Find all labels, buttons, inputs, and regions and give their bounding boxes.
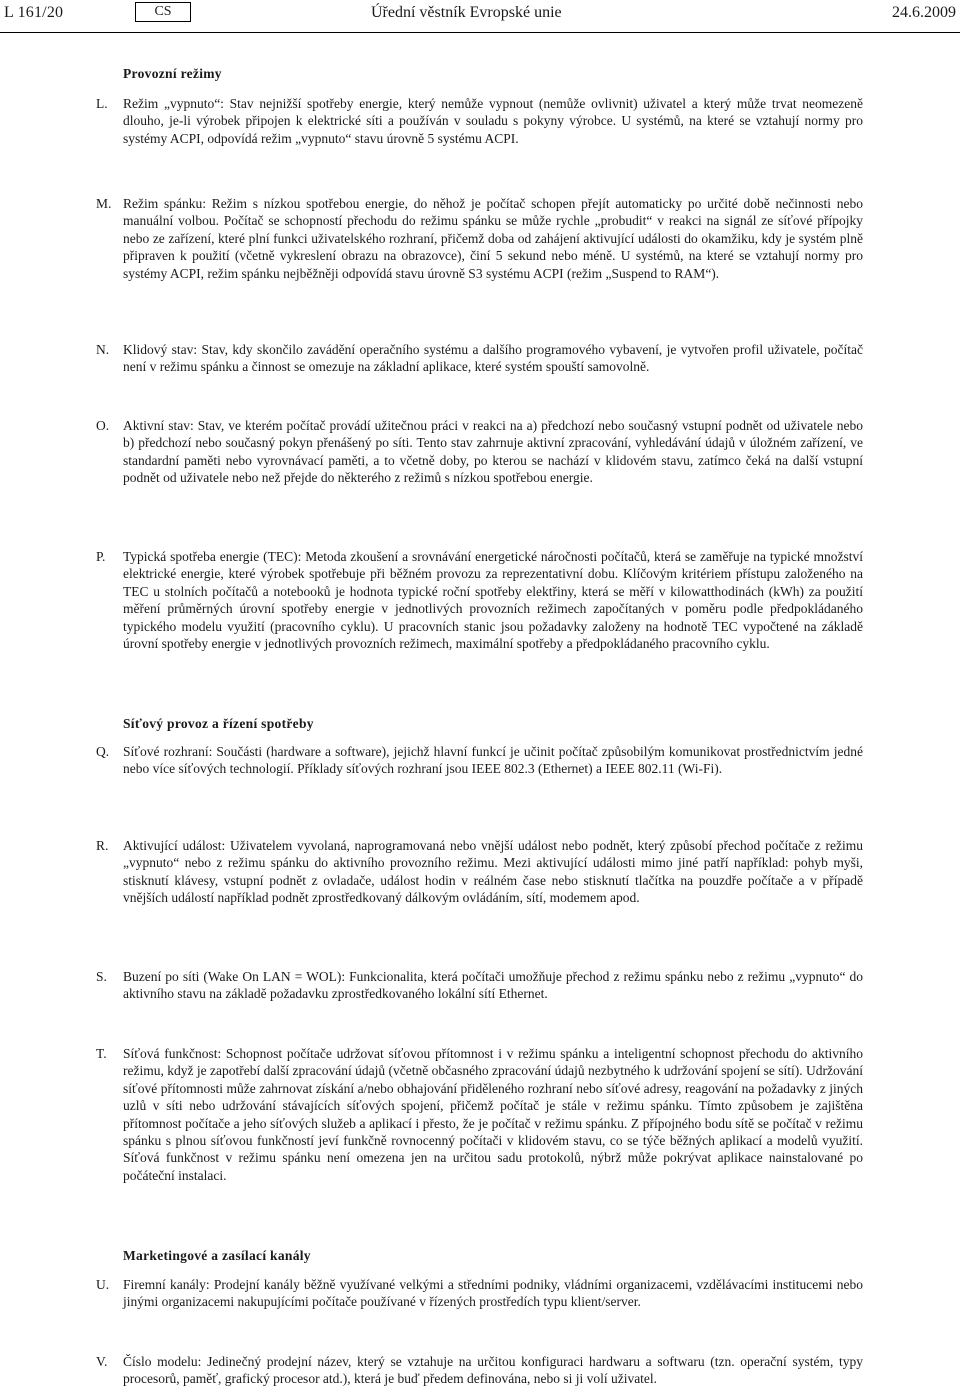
item-label: U.: [96, 1277, 110, 1292]
item-text: Číslo modelu: Jedinečný prodejní název, který se vztahuje na určitou konfiguraci hardwaru a softwaru (tzn. operační systém, typy procesorů, paměť, grafický procesor atd.), která je buď předem definována, nebo si ji volí uživatel.: [123, 1354, 863, 1387]
item-text: Klidový stav: Stav, kdy skončilo zavádění operačního systému a dalšího programového vybavení, je vytvořen profil uživatele, počítač není v režimu spánku a činnost se omezuje na základní aplikace, které systém spouští samovolně.: [123, 342, 863, 375]
item-text: Síťová funkčnost: Schopnost počítače udržovat síťovou přítomnost i v režimu spánku a inteligentní schopnost přechodu do aktivního režimu, když je zapotřebí další zpracování údajů (včetně občasného zpracování údajů nezbytného k udržování spojení se sítí). Udržování síťové přítomnosti může zahrnovat získání a/nebo obhajování přiděleného rozhraní nebo síťové adresy, reagování na požadavky z jiných uzlů v síti nebo udržování stávajících síťových spojení, přičemž počítač je stále v režimu spánku. Tímto způsobem je zajištěna přítomnost počítače a jeho síťových služeb a aplikací i přesto, že je počítač v režimu spánku. Z přípojného bodu sítě se počítač v režimu spánku s plnou síťovou funkčností jeví funkčně rovnocenný počítači v klidovém stavu, co se týče běžných aplikací a modelů využití. Síťová funkčnost v režimu spánku není omezena jen na určitou sadu protokolů, nýbrž může pokrývat aplikace nainstalované po počáteční instalaci.: [123, 1046, 863, 1183]
item-label: M.: [96, 196, 112, 211]
publication-date: 24.6.2009: [892, 4, 956, 21]
item-text: Firemní kanály: Prodejní kanály běžně využívané velkými a středními podniky, vládními organizacemi, vzdělávacími institucemi nebo jinými organizacemi nakupujícími počítače používané v řízených prostředích typu klient/server.: [123, 1277, 863, 1310]
page-header: [0, 0, 960, 34]
section-heading-network: Síťový provoz a řízení spotřeby: [123, 716, 314, 731]
item-text: Typická spotřeba energie (TEC): Metoda zkoušení a srovnávání energetické náročnosti počítačů, která se zaměřuje na typické množství elektrické energie, které výrobek spotřebuje při běžném provozu za reprezentativní dobu. Klíčovým kritériem přístupu založeného na TEC u stolních počítačů a notebooků je hodnota typické roční spotřeby elektřiny, která se měří v kilowatthodinách (kWh) za použití měření průměrných úrovní spotřeby energie v jednotlivých provozních režimech započítaných v poměru podle předpokládaného typického modelu využití (pracovního cyklu). U pracovních stanic jsou požadavky založeny na hodnotě TEC vypočtené na základě úrovní spotřeby energie v jednotlivých provozních režimech, maximální spotřeby a předpokládaného pracovního cyklu.: [123, 549, 863, 652]
item-text: Režim spánku: Režim s nízkou spotřebou energie, do něhož je počítač schopen přejít automaticky po určité době nečinnosti nebo manuální volbou. Počítač se schopností přechodu do režimu spánku se může rychle „probudit“ v reakci na signál ze síťové přípojky nebo ze zařízení, které plní funkci uživatelského rozhraní, přičemž doba od zahájení aktivující události do okamžiku, kdy je systém plně připraven k použití (včetně vykreslení obrazu na obrazovce), činí 5 sekund nebo méně. U systémů, na které se vztahují normy pro systémy ACPI, režim spánku nejběžněji odpovídá stavu úrovně S3 systému ACPI (režim „Suspend to RAM“).: [123, 196, 863, 281]
language-box: CS: [135, 2, 191, 22]
item-label: N.: [96, 342, 110, 357]
item-text: Buzení po síti (Wake On LAN = WOL): Funkcionalita, která počítači umožňuje přechod z režimu spánku nebo z režimu „vypnuto“ do aktivního stavu na základě požadavku zprostředkovaného lokální sítí Ethernet.: [123, 969, 863, 1002]
journal-title: Úřední věstník Evropské unie: [371, 4, 562, 21]
item-label: T.: [96, 1046, 107, 1061]
header-divider: [0, 32, 960, 33]
item-label: O.: [96, 418, 110, 433]
section-heading-operating-modes: Provozní režimy: [123, 66, 222, 81]
item-text: Síťové rozhraní: Součásti (hardware a software), jejichž hlavní funkcí je učinit počítač způsobilým komunikovat prostřednictvím jedné nebo více síťových technologií. Příklady síťových rozhraní jsou IEEE 802.3 (Ethernet) a IEEE 802.11 (Wi-Fi).: [123, 744, 863, 777]
item-label: V.: [96, 1354, 108, 1369]
item-text: Režim „vypnuto“: Stav nejnižší spotřeby energie, který nemůže vypnout (nemůže ovlivnit) uživatel a který může trvat neomezeně dlouho, je-li výrobek připojen k elektrické síti a používán v souladu s pokyny výrobce. U systémů, na které se vztahují normy pro systémy ACPI, odpovídá režim „vypnuto“ stavu úrovně 5 systému ACPI.: [123, 96, 863, 146]
item-label: S.: [96, 969, 107, 984]
section-heading-marketing: Marketingové a zasílací kanály: [123, 1248, 311, 1263]
item-text: Aktivní stav: Stav, ve kterém počítač provádí užitečnou práci v reakci na a) předchozí nebo současný vstupní podnět od uživatele nebo b) předchozí nebo současný pokyn přenášený po síti. Tento stav zahrnuje aktivní zpracování, vyhledávání údajů v úložném zařízení, ve standardní paměti nebo vyrovnávací paměti, a to včetně doby, po kterou se nachází v klidovém stavu, zatímco čeká na další vstupní podnět od uživatele nebo než přejde do některého z režimů s nízkou spotřebou energie.: [123, 418, 863, 486]
page-reference: L 161/20: [4, 4, 64, 21]
item-text: Aktivující událost: Uživatelem vyvolaná, naprogramovaná nebo vnější událost nebo podnět, který způsobí přechod počítače z režimu „vypnuto“ nebo z režimu spánku do aktivního provozního režimu. Mezi aktivující události mimo jiné patří například: pohyb myši, stisknutí klávesy, vstupní podnět z ovladače, událost hodin v reálném čase nebo stisknutí tlačítka na pouzdře počítače a v případě vnějších událostí například podnět zprostředkovaný dálkovým ovládáním, sítí, modemem apod.: [123, 838, 863, 906]
item-label: L.: [96, 96, 108, 111]
item-label: R.: [96, 838, 109, 853]
item-label: P.: [96, 549, 106, 564]
item-label: Q.: [96, 744, 110, 759]
